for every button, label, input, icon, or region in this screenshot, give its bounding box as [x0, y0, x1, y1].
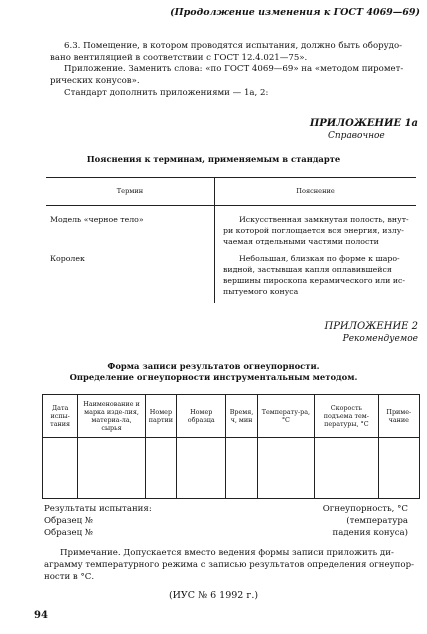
explanation-line: пытуемого конуса	[223, 287, 299, 296]
table-row	[43, 438, 420, 499]
appendix-1a-title: ПРИЛОЖЕНИЕ 1а	[309, 118, 418, 129]
paragraph-6-3-line2: вано вентиляцией в соответствии с ГОСТ 12.4.021—75».	[50, 53, 308, 63]
terms-table	[46, 177, 416, 303]
appendix-1a-heading: Пояснения к терминам, применяемым в стандарте	[86, 154, 341, 164]
col-product-name: Наименование и марка изде-лия, материа-ла, сырья	[78, 395, 146, 438]
appendix-2-subtitle: Рекомендуемое	[342, 334, 418, 344]
appendix-2-title: ПРИЛОЖЕНИЕ 2	[324, 321, 418, 332]
ius-reference: (ИУС № 6 1992 г.)	[168, 590, 259, 601]
col-heating-rate: Скорость подъема тем-пературы, °С	[315, 395, 379, 438]
results-right	[268, 503, 408, 539]
appendix-2-heading-line2: Определение огнеупорности инструментальным методом.	[69, 372, 358, 382]
note-line: Примечание. Допускается вместо ведения формы записи приложить ди-	[60, 548, 394, 558]
note-line: ности в °С.	[44, 572, 95, 582]
appendix-1a-subtitle: Справочное	[328, 131, 385, 141]
results-left	[44, 503, 234, 539]
explanation-cell	[215, 249, 417, 303]
appendix-change-paragraph	[50, 63, 424, 87]
empty-cell	[378, 438, 419, 499]
results-form-header	[43, 395, 420, 438]
terms-header-term: Термин	[46, 178, 215, 206]
empty-cell	[78, 438, 146, 499]
appendix-2-heading-line1: Форма записи результатов огнеупорности.	[107, 361, 320, 371]
col-temperature: Температу-ра, °С	[257, 395, 314, 438]
col-date: Дата испы-тания	[43, 395, 78, 438]
paragraph-6-3	[50, 40, 424, 64]
sample-number-label: Образец №	[44, 528, 94, 538]
terms-header-explanation: Пояснение	[215, 178, 417, 206]
col-sample-number: Номер образца	[177, 395, 226, 438]
col-batch-number: Номер партии	[145, 395, 176, 438]
supplement-line: Стандарт дополнить приложениями — 1а, 2:	[64, 88, 269, 98]
table-row	[46, 249, 416, 303]
empty-cell	[177, 438, 226, 499]
explanation-cell	[215, 206, 417, 250]
explanation-line: Искусственная замкнутая полость, внут-	[239, 215, 409, 224]
explanation-line: чаемая отдельными частями полости	[223, 237, 379, 246]
term-cell: Модель «черное тело»	[46, 206, 215, 250]
explanation-line: видной, застывшая капля оплавившейся	[223, 265, 392, 274]
results-form-table	[42, 394, 420, 499]
running-header: (Продолжение изменения к ГОСТ 4069—69)	[170, 7, 420, 18]
note-line: аграмму температурного режима с записью результатов определения огнеупор-	[44, 560, 414, 570]
terms-table-header	[46, 178, 416, 206]
explanation-line: Небольшая, близкая по форме к шаро-	[239, 254, 400, 263]
paragraph-6-3-line1: 6.3. Помещение, в котором проводятся испытания, должно быть оборудо-	[64, 41, 403, 51]
empty-cell	[43, 438, 78, 499]
refractoriness-label: Огнеупорность, °С	[322, 504, 408, 514]
empty-cell	[257, 438, 314, 499]
sample-number-label: Образец №	[44, 516, 94, 526]
table-row	[46, 206, 416, 250]
empty-cell	[145, 438, 176, 499]
col-time: Время, ч, мин	[226, 395, 257, 438]
temperature-note: падения конуса)	[332, 528, 408, 538]
col-note: Приме-чание	[378, 395, 419, 438]
appendix-change-line2: рических конусов».	[50, 76, 140, 86]
explanation-line: ри которой поглощается вся энергия, излу-	[223, 226, 404, 235]
results-label: Результаты испытания:	[44, 504, 152, 514]
page-number: 94	[34, 610, 48, 621]
note-paragraph	[44, 547, 420, 583]
explanation-line: вершины пироскопа керамического или ис-	[223, 276, 406, 285]
temperature-note: (температура	[346, 516, 408, 526]
empty-cell	[315, 438, 379, 499]
appendix-change-line1: Приложение. Заменить слова: «по ГОСТ 4069—69» на «методом пиромет-	[64, 64, 404, 74]
term-cell: Королек	[46, 249, 215, 303]
empty-cell	[226, 438, 257, 499]
